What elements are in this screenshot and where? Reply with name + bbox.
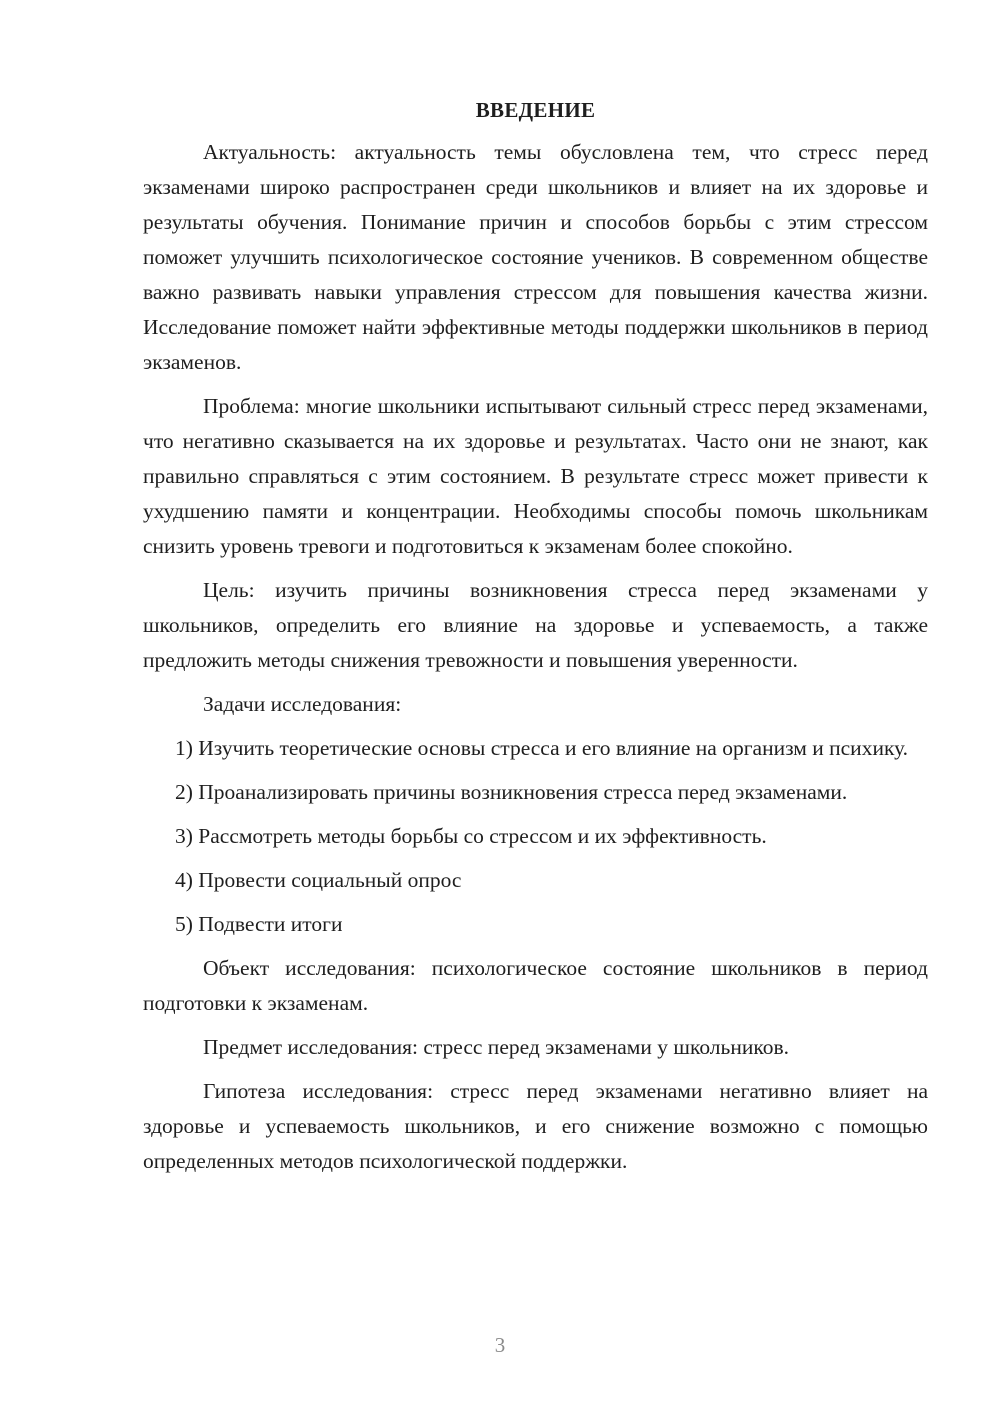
subject-paragraph: Предмет исследования: стресс перед экзаменами у школьников. (203, 1035, 789, 1059)
task-item: 4) Провести социальный опрос (175, 868, 462, 892)
section-title: ВВЕДЕНИЕ (475, 98, 596, 122)
relevance-paragraph: Актуальность: актуальность темы обусловлена тем, что стресс перед экзаменами широко распространен среди школьников и влияет на их здоровье и результаты обучения. Понимание причин и способов борьбы с этим стрессом поможет улучшить психологическое состояние учеников. В современном обществе важно развивать навыки управления стрессом для повышения качества жизни. Исследование поможет найти эффективные методы поддержки школьников в период экзаменов. (143, 140, 928, 374)
tasks-heading: Задачи исследования: (203, 692, 402, 716)
hypothesis-paragraph: Гипотеза исследования: стресс перед экзаменами негативно влияет на здоровье и успеваемость школьников, и его снижение возможно с помощью определенных методов психологической поддержки. (143, 1079, 928, 1173)
task-item: 3) Рассмотреть методы борьбы со стрессом и их эффективность. (175, 824, 767, 848)
object-paragraph: Объект исследования: психологическое состояние школьников в период подготовки к экзаменам. (143, 956, 928, 1015)
problem-paragraph: Проблема: многие школьники испытывают сильный стресс перед экзаменами, что негативно сказывается на их здоровье и результатах. Часто они не знают, как правильно справляться с этим состоянием. В результате стресс может привести к ухудшению памяти и концентрации. Необходимы способы помочь школьникам снизить уровень тревоги и подготовиться к экзаменам более спокойно. (143, 394, 928, 558)
task-item: 2) Проанализировать причины возникновения стресса перед экзаменами. (175, 780, 848, 804)
task-item: 1) Изучить теоретические основы стресса и его влияние на организм и психику. (175, 736, 909, 760)
task-item: 5) Подвести итоги (175, 912, 343, 936)
document-page (143, 96, 928, 1188)
page-number: 3 (494, 1333, 506, 1357)
goal-paragraph: Цель: изучить причины возникновения стресса перед экзаменами у школьников, определить его влияние на здоровье и успеваемость, а также предложить методы снижения тревожности и повышения уверенности. (143, 578, 928, 672)
